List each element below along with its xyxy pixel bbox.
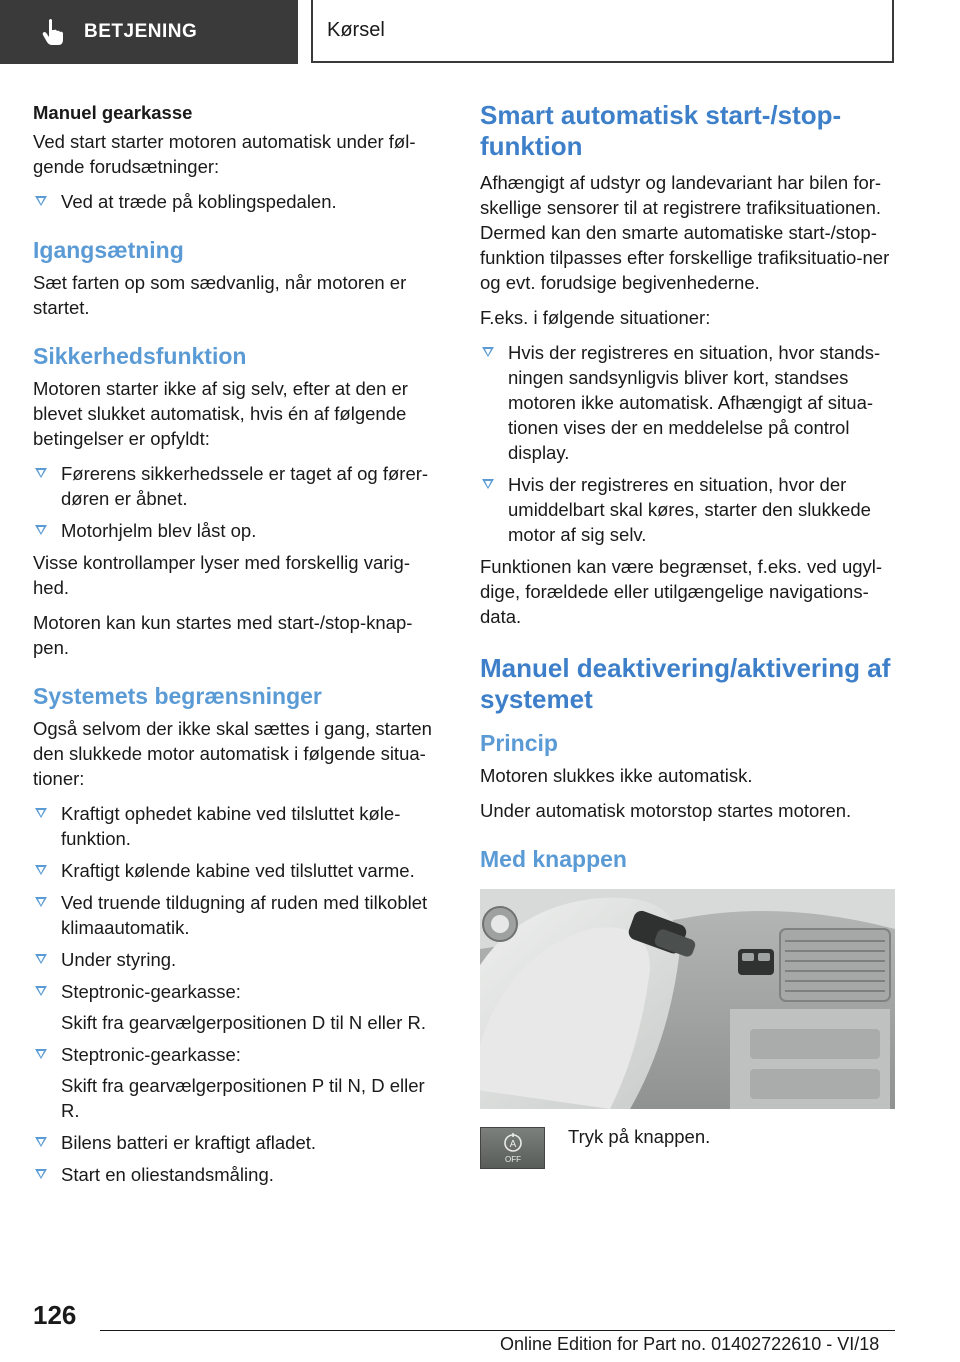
page-header [0, 0, 960, 66]
triangle-bullet-icon [482, 479, 494, 489]
list-item: Hvis der registreres en situation, hvor stands-ningen sandsynligvis bliver kort, standses motoren ikke automatisk. Afhængigt af situa-tionen vises der en meddelelse på control display. [480, 340, 895, 465]
page-number: 126 [33, 1300, 77, 1330]
safety-heading: Sikkerhedsfunktion [33, 343, 247, 369]
triangle-bullet-icon [35, 1137, 47, 1147]
list-item: Steptronic-gearkasse: Skift fra gearvælgerpositionen D til N eller R. [33, 979, 443, 1035]
limits-list [33, 801, 443, 1187]
triangle-bullet-icon [35, 986, 47, 996]
triangle-bullet-icon [482, 347, 494, 357]
list-item: Kraftigt kølende kabine ved tilsluttet varme. [33, 858, 443, 883]
triangle-bullet-icon [35, 954, 47, 964]
triangle-bullet-icon [35, 1169, 47, 1179]
list-item-subtext: Skift fra gearvælgerpositionen D til N eller R. [61, 1012, 427, 1033]
triangle-bullet-icon [35, 1049, 47, 1059]
safety-note-1: Visse kontrollamper lyser med forskellig varig-hed. [33, 552, 410, 598]
principle-heading: Princip [480, 730, 558, 756]
smart-limit-text: Funktionen kan være begrænset, f.eks. ved ugyl-dige, forældede eller utilgængelige navigations-data. [480, 556, 883, 627]
triangle-bullet-icon [35, 525, 47, 535]
manual-gearbox-list [33, 189, 443, 214]
list-item: Kraftigt ophedet kabine ved tilsluttet køle-funktion. [33, 801, 443, 851]
safety-list [33, 461, 443, 543]
svg-text:A: A [509, 1139, 516, 1150]
smart-list [480, 340, 895, 547]
list-item: Under styring. [33, 947, 443, 972]
chapter-label: BETJENING [84, 21, 198, 42]
smart-start-stop-heading: Smart automatisk start-/stop-funktion [480, 100, 842, 161]
list-item: Steptronic-gearkasse: Skift fra gearvælgerpositionen P til N, D eller R. [33, 1042, 443, 1123]
chapter-tab [0, 0, 298, 64]
list-item: Førerens sikkerhedssele er taget af og fører-døren er åbnet. [33, 461, 443, 511]
footer-divider [100, 1330, 895, 1331]
right-column [480, 100, 895, 1169]
left-column [33, 100, 443, 1194]
limits-text: Også selvom der ikke skal sættes i gang, starten den slukkede motor automatisk i følgende situa-tioner: [33, 718, 432, 789]
triangle-bullet-icon [35, 897, 47, 907]
button-instruction-text: Tryk på knappen. [568, 1126, 711, 1147]
safety-text: Motoren starter ikke af sig selv, efter at den er blevet slukket automatisk, hvis én af følgende betingelser er opfyldt: [33, 378, 408, 449]
list-item: Ved truende tildugning af ruden med tilkoblet klimaautomatik. [33, 890, 443, 940]
auto-start-stop-off-icon [480, 1127, 545, 1169]
triangle-bullet-icon [35, 808, 47, 818]
smart-example-intro: F.eks. i følgende situationer: [480, 307, 711, 328]
start-heading: Igangsætning [33, 237, 184, 263]
start-text: Sæt farten op som sædvanlig, når motoren er startet. [33, 272, 407, 318]
manual-deactivation-heading: Manuel deaktivering/aktivering af systemet [480, 653, 891, 714]
list-item: Ved at træde på koblingspedalen. [33, 189, 443, 214]
safety-note-2: Motoren kan kun startes med start-/stop-knap-pen. [33, 612, 413, 658]
list-item: Start en oliestandsmåling. [33, 1162, 443, 1187]
list-item: Bilens batteri er kraftigt afladet. [33, 1130, 443, 1155]
button-instruction [480, 1127, 895, 1169]
edition-text: Online Edition for Part no. 01402722610 - VI/18 [500, 1334, 880, 1354]
smart-text: Afhængigt af udstyr og landevariant har bilen for-skellige sensorer til at registrere trafiksituationen. Dermed kan den smarte automatiske start-/stop-funktion tilpasses efter forskellige trafiksituatio-ner og evt. forudsige begivenhederne. [480, 172, 890, 293]
manual-gearbox-text: Ved start starter motoren automatisk under føl-gende forudsætninger: [33, 131, 416, 177]
list-item: Motorhjelm blev låst op. [33, 518, 443, 543]
triangle-bullet-icon [35, 468, 47, 478]
limits-heading: Systemets begrænsninger [33, 683, 322, 709]
section-title: Kørsel [327, 19, 385, 41]
list-item: Hvis der registreres en situation, hvor der umiddelbart skal køres, starter den slukkede motor af sig selv. [480, 472, 895, 547]
triangle-bullet-icon [35, 865, 47, 875]
manual-gearbox-heading: Manuel gearkasse [33, 102, 193, 123]
section-title-box [311, 0, 894, 63]
hand-pointer-icon [40, 18, 66, 46]
principle-text-1: Motoren slukkes ikke automatisk. [480, 765, 753, 786]
svg-text:OFF: OFF [504, 1155, 521, 1164]
button-heading: Med knappen [480, 846, 627, 872]
list-item-subtext: Skift fra gearvælgerpositionen P til N, D eller R. [61, 1075, 425, 1121]
dashboard-photo [480, 889, 895, 1109]
principle-text-2: Under automatisk motorstop startes motoren. [480, 800, 852, 821]
triangle-bullet-icon [35, 196, 47, 206]
